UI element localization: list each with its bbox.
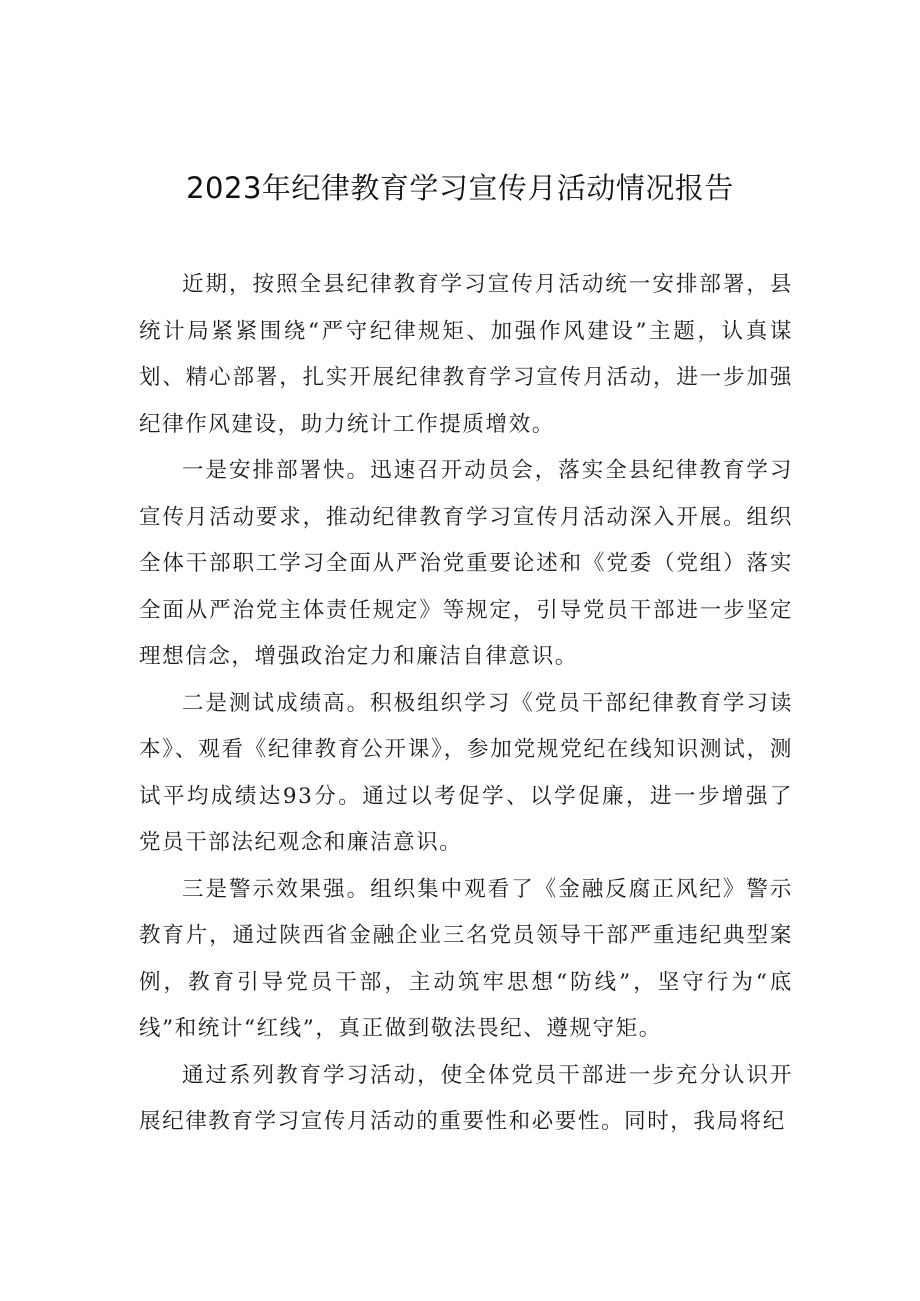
document-title: 2023年纪律教育学习宣传月活动情况报告	[186, 171, 734, 205]
paragraph-point-one: 一是安排部署快。迅速召开动员会，落实全县纪律教育学习宣传月活动要求，推动纪律教育学习宣传月活动深入开展。组织全体干部职工学习全面从严治党重要论述和《党委（党组）落实全面从严治党主体责任规定》等规定，引导党员干部进一步坚定理想信念，增强政治定力和廉洁自律意识。	[139, 458, 793, 669]
paragraph-point-two: 二是测试成绩高。积极组织学习《党员干部纪律教育学习读本》、观看《纪律教育公开课》，参加党规党纪在线知识测试，测试平均成绩达93分。通过以考促学、以学促廉，进一步增强了党员干部法纪观念和廉洁意识。	[139, 690, 793, 855]
document-body	[139, 262, 793, 1146]
paragraph-intro: 近期，按照全县纪律教育学习宣传月活动统一安排部署，县统计局紧紧围绕“严守纪律规矩、加强作风建设”主题，认真谋划、精心部署，扎实开展纪律教育学习宣传月活动，进一步加强纪律作风建设，助力统计工作提质增效。	[139, 272, 793, 437]
paragraph-conclusion: 通过系列教育学习活动，使全体党员干部进一步充分认识开展纪律教育学习宣传月活动的重要性和必要性。同时，我局将纪	[139, 1062, 793, 1134]
paragraph-point-three: 三是警示效果强。组织集中观看了《金融反腐正风纪》警示教育片，通过陕西省金融企业三名党员领导干部严重违纪典型案例，教育引导党员干部，主动筑牢思想“防线”，坚守行为“底线”和统计“红线”，真正做到敬法畏纪、遵规守矩。	[139, 876, 793, 1041]
